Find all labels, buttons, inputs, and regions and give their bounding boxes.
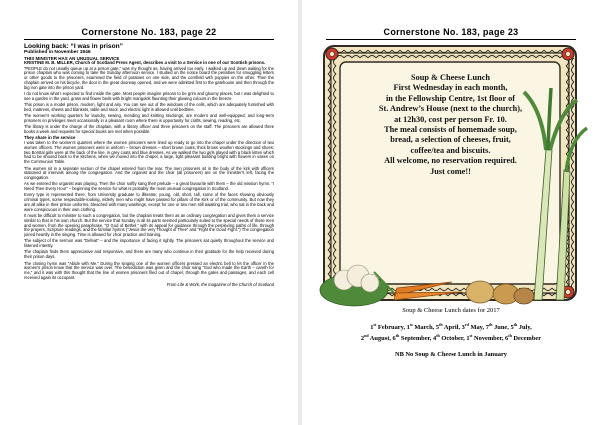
notice-line: coffee/tea and biscuits. <box>410 145 491 155</box>
article-paragraph: As we entered the organist was playing. Then the choir softly sang their prelude – a great favourite with them – the old mission hymn, “I Need Thee Every Hour” – beginning the service for what is probably the most unusual congregation in Scotland. <box>24 181 274 192</box>
article-paragraph: I was taken to the women's quarters where the women prisoners were lined up ready to go into the chapel under the direction of two women officers. The women prisoners were in uniform – brown dresses – short brown coats, thick brown woollen stockings and shoes; two Borstal girls were at the back of the line, in grey coats and blue dresses. As we walked the two girls played with a black kitten which had to be shooed back to the kitchens, when we moved into the chapel, a large, light pleasant building bright with flowers in vases on the Communion Table. <box>24 140 274 165</box>
header-rule-left <box>24 39 274 40</box>
left-page <box>0 0 298 425</box>
article-credit: From Life & Work, the magazine of the Church of Scotland <box>166 281 274 287</box>
article-paragraph: I do not know what I expected to find inside the gate. Most people imagine prisons to be grim and gloomy places, but I was delighted to see a garden in the yard, grass and flower beds with bright marigolds flaunting their glowing colours in the breeze. <box>24 91 274 101</box>
right-page <box>302 0 600 425</box>
article-paragraph: Every type is represented there, from University graduate to illiterate; young, old, short, tall, some of the faces showing obviously criminal types, some respectable-looking, elderly men who might have passed for pillars of the Kirk or of the community. But now they are all alike in their prison uniforms, bleached with many washings, except for one or two men still awaiting trial, who sat in the back and were conspicuous in their own clothing. <box>24 192 274 212</box>
article-byline: KRISTINE M. B. MILLER, Church of Scotland Press Agent, describes a visit to a Service in one of our Scottish prisons. <box>24 59 266 65</box>
article-published: Published in November 1946 <box>24 50 91 55</box>
article-headline: THIS MINISTER HAS AN UNUSUAL SERVICE <box>24 55 120 61</box>
dates-title: Soup & Cheese Lunch dates for 2017 <box>402 307 500 314</box>
article-paragraph: The chaplain finds them appreciative and responsive, and there are many who continue in their gratitude for the help received during their prison days. <box>24 249 274 260</box>
dates-list-line <box>302 330 600 344</box>
article-section-heading: They share in the service <box>24 135 76 141</box>
article-paragraph: The closing hymn was “Abide with Me.” During the singing one of the women officers pressed an electric bell to let the officer in the women's prison know that the service was over. The benediction was given and the choir sang “God who made the Earth – careth for me,” and it was with this thought that the line of women prisoners filed out of chapel, through the gates and passages, and each cell received again its occupant. <box>24 260 274 280</box>
article-paragraph: The library is under the charge of the chaplain, with a library officer and three prisoners on the staff. The prisoners are allowed three books a week and requests for special books are met when possible. <box>24 124 274 135</box>
dates-note: NB No Soup & Cheese Lunch in January <box>394 351 508 358</box>
article-paragraph: It must be difficult to minister to such a congregation, but the chaplain treats them as an ordinary congregation and gives them a service similar to that in his own church. But the service that Sunday in all its parts seemed particularly suited to the special needs of those men and women, from the opening paraphrase, “O God of Bethel,” with its appeal for guidance through the perplexing paths of life, through the prayers, Scripture readings, and the familiar hymns (“Jesus the very Thought of Thee” and “Fight the Good Fight.”) The congregation joined heartily in the singing. Time is allowed for choir practice and training. <box>24 213 274 238</box>
article-paragraph: The women's working quarters for laundry, sewing, mending and knitting stockings, are modern and well-equipped; and long-term prisoners on privileges meet occasionally in a pleasant room where there is opportunity for crafts, sewing, reading, etc. <box>24 113 274 123</box>
article-paragraph: This prison is a model prison, modern, light and airy. You can see out of the windows of the cells, which are adequately furnished with bed, mattress, sheets and blankets, table and stool; and electric light is allowed until bedtime. <box>24 102 274 112</box>
article-paragraph: The women sit in a separate section of the chapel entered from the rear. The men prisoners sit in the body of the kirk with officers stationed at intervals among the congregation. And the organist and the choir (all prisoners) are on the minister's left, facing the congregation. <box>24 165 274 181</box>
dates-line-1: 1st February, 1st March, 5th April, 3rd May, 7th June, 5th July, <box>370 322 532 332</box>
notice-line: at 12h30, cost per person Fr. 10. <box>394 114 507 124</box>
notice-line: St. Andrew’s House (next to the church), <box>378 104 523 114</box>
notice-line: Just come!! <box>430 166 471 176</box>
soup-lunch-notice <box>347 73 554 177</box>
dates-line-2: 2nd August, 6th September, 4th October, 1st November, 6th December <box>360 333 542 343</box>
notice-line: All welcome, no reservation required. <box>384 156 517 166</box>
page-header-right: Cornerstone No. 183, page 23 <box>383 27 519 37</box>
article-paragraph: The subject of the sermon was “Defeat” – and the importance of facing it rightly. The prisoners sat quietly throughout the service and listened intently. <box>24 238 274 249</box>
header-rule-right <box>326 39 576 40</box>
notice-line: Soup & Cheese Lunch <box>410 73 491 82</box>
notice-line: in the Fellowship Centre, 1st floor of <box>386 93 515 103</box>
article-title: Looking back: “I was in prison” <box>24 43 123 50</box>
prison-article <box>24 43 274 287</box>
notice-line: First Wednesday in each month, <box>393 83 508 93</box>
notice-line: The meal consists of homemade soup, <box>384 125 517 135</box>
article-paragraph: “PEOPLE do not usually queue up at a prison gate,” was my thought as, having arrived too early, I walked up and down waiting for the prison chaplain who was coming to take the Sunday afternoon service. I studied on the notice board the penalties for smuggling letters or other goods to the prisoners, examined the field of potatoes on one side, and the cornfield with poppies on the other. Then the chaplain arrived on his bicycle, the door in the great doorway opened, and we were admitted first to the gatehouse and then through the big iron gate into the prison yard. <box>24 65 274 90</box>
notice-line: bread, a selection of cheeses, fruit, <box>390 135 511 145</box>
page-header-left: Cornerstone No. 183, page 22 <box>81 27 217 37</box>
